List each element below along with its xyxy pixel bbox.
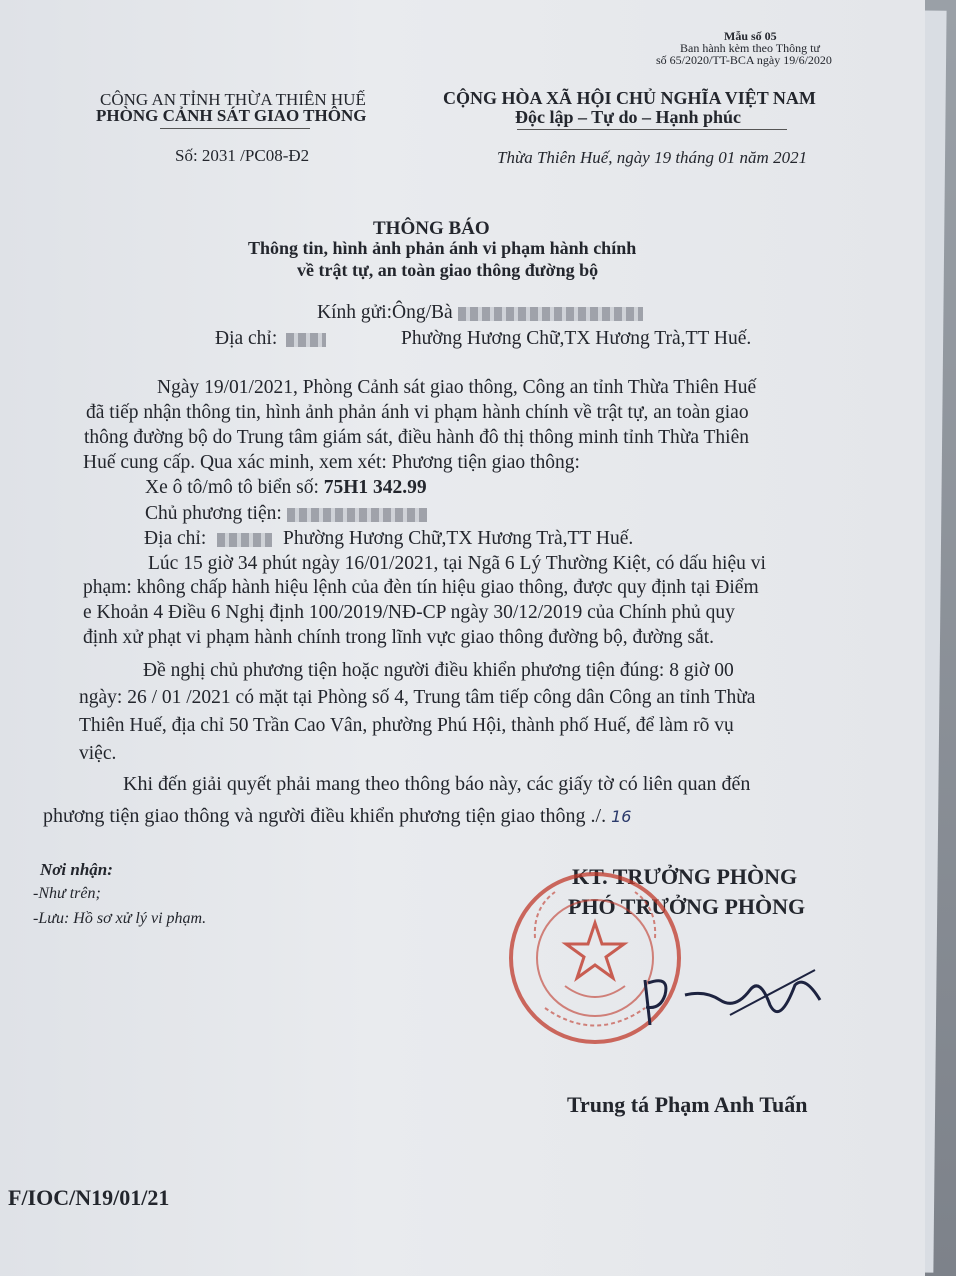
subtitle-line-1: Thông tin, hình ảnh phản ánh vi phạm hành chính (248, 238, 637, 258)
p1-line-3: thông đường bộ do Trung tâm giám sát, điều hành đô thị thông minh tỉnh Thừa Thiên (84, 427, 749, 448)
address-value: Phường Hương Chữ,TX Hương Trà,TT Huế. (401, 328, 752, 349)
redacted-owner-name (287, 508, 427, 522)
nation-name: CỘNG HÒA XÃ HỘI CHỦ NGHĨA VIỆT NAM (443, 88, 816, 108)
signer-name: Trung tá Phạm Anh Tuấn (567, 1092, 808, 1117)
recipients-heading: Nơi nhận: (40, 860, 113, 879)
form-issued-line-2: số 65/2020/TT-BCA ngày 19/6/2020 (656, 53, 832, 67)
p1-line-1: Ngày 19/01/2021, Phòng Cảnh sát giao thông, Công an tỉnh Thừa Thiên Huế (157, 377, 757, 398)
redacted-address-number (286, 333, 326, 347)
p3-line-3: Thiên Huế, địa chỉ 50 Trần Cao Vân, phường Phú Hội, thành phố Huế, để làm rõ vụ (79, 715, 734, 736)
owner-address-value: Phường Hương Chữ,TX Hương Trà,TT Huế. (283, 528, 634, 549)
p2-line-4: định xử phạt vi phạm hành chính trong lĩnh vực giao thông đường bộ, đường sắt. (83, 627, 715, 648)
p4-line-2-text: phương tiện giao thông và người điều khiển phương tiện giao thông ./. (43, 805, 607, 827)
subtitle-line-2: về trật tự, an toàn giao thông đường bộ (297, 260, 599, 280)
owner-line (145, 503, 427, 525)
place-and-date: Thừa Thiên Huế, ngày 19 tháng 01 năm 2021 (497, 148, 808, 167)
plate-line (145, 477, 427, 499)
p4-line-2 (43, 805, 631, 828)
recipient-address (215, 328, 751, 350)
form-number: Mẫu số 05 (724, 29, 777, 43)
department-name: PHÒNG CẢNH SÁT GIAO THÔNG (96, 106, 367, 125)
owner-label: Chủ phương tiện: (145, 503, 282, 524)
p2-line-3: e Khoản 4 Điều 6 Nghị định 100/2019/NĐ-CP ngày 30/12/2019 của Chính phủ quy (83, 602, 735, 623)
document-number: Số: 2031 /PC08-Đ2 (175, 146, 310, 165)
agency-underline (160, 128, 310, 129)
p1-line-2: đã tiếp nhận thông tin, hình ảnh phản ánh vi phạm hành chính về trật tự, an toàn giao (86, 402, 749, 423)
plate-label: Xe ô tô/mô tô biển số: (145, 477, 319, 498)
redacted-recipient-name (458, 307, 643, 321)
redacted-owner-address (217, 533, 272, 547)
reference-code: F/IOC/N19/01/21 (8, 1185, 170, 1210)
recipients-item-2: -Lưu: Hồ sơ xử lý vi phạm. (33, 910, 207, 927)
agency-name: CÔNG AN TỈNH THỪA THIÊN HUẾ (100, 90, 366, 109)
document-title: THÔNG BÁO (373, 218, 490, 239)
recipient-line (317, 302, 643, 324)
p3-line-4: việc. (79, 743, 117, 764)
handwritten-signature (610, 955, 840, 1045)
p2-line-1: Lúc 15 giờ 34 phút ngày 16/01/2021, tại Ngã 6 Lý Thường Kiệt, có dấu hiệu vi (148, 553, 766, 574)
p3-line-1: Đề nghị chủ phương tiện hoặc người điều khiển phương tiện đúng: 8 giờ 00 (143, 660, 734, 681)
national-motto: Độc lập – Tự do – Hạnh phúc (515, 107, 742, 127)
p3-line-2: ngày: 26 / 01 /2021 có mặt tại Phòng số 4, Trung tâm tiếp công dân Công an tỉnh Thừa (79, 687, 756, 708)
p4-line-1: Khi đến giải quyết phải mang theo thông báo này, các giấy tờ có liên quan đến (123, 773, 751, 795)
p2-line-2: phạm: không chấp hành hiệu lệnh của đèn tín hiệu giao thông, được quy định tại Điểm (83, 577, 759, 598)
recipients-item-1: -Như trên; (33, 885, 101, 902)
signer-title-2: PHÓ TRƯỞNG PHÒNG (568, 894, 806, 919)
owner-address-label: Địa chỉ: (144, 528, 207, 549)
motto-underline (517, 129, 787, 130)
address-label: Địa chỉ: (215, 328, 278, 349)
plate-number: 75H1 342.99 (323, 477, 427, 498)
p1-line-4: Huế cung cấp. Qua xác minh, xem xét: Phương tiện giao thông: (83, 452, 580, 473)
handwritten-mark: 16 (611, 807, 632, 826)
recipient-label: Kính gửi:Ông/Bà (317, 302, 453, 323)
signer-title-1: KT. TRƯỞNG PHÒNG (572, 864, 798, 889)
owner-address-line (144, 528, 633, 550)
form-issued-line-1: Ban hành kèm theo Thông tư (680, 41, 820, 55)
